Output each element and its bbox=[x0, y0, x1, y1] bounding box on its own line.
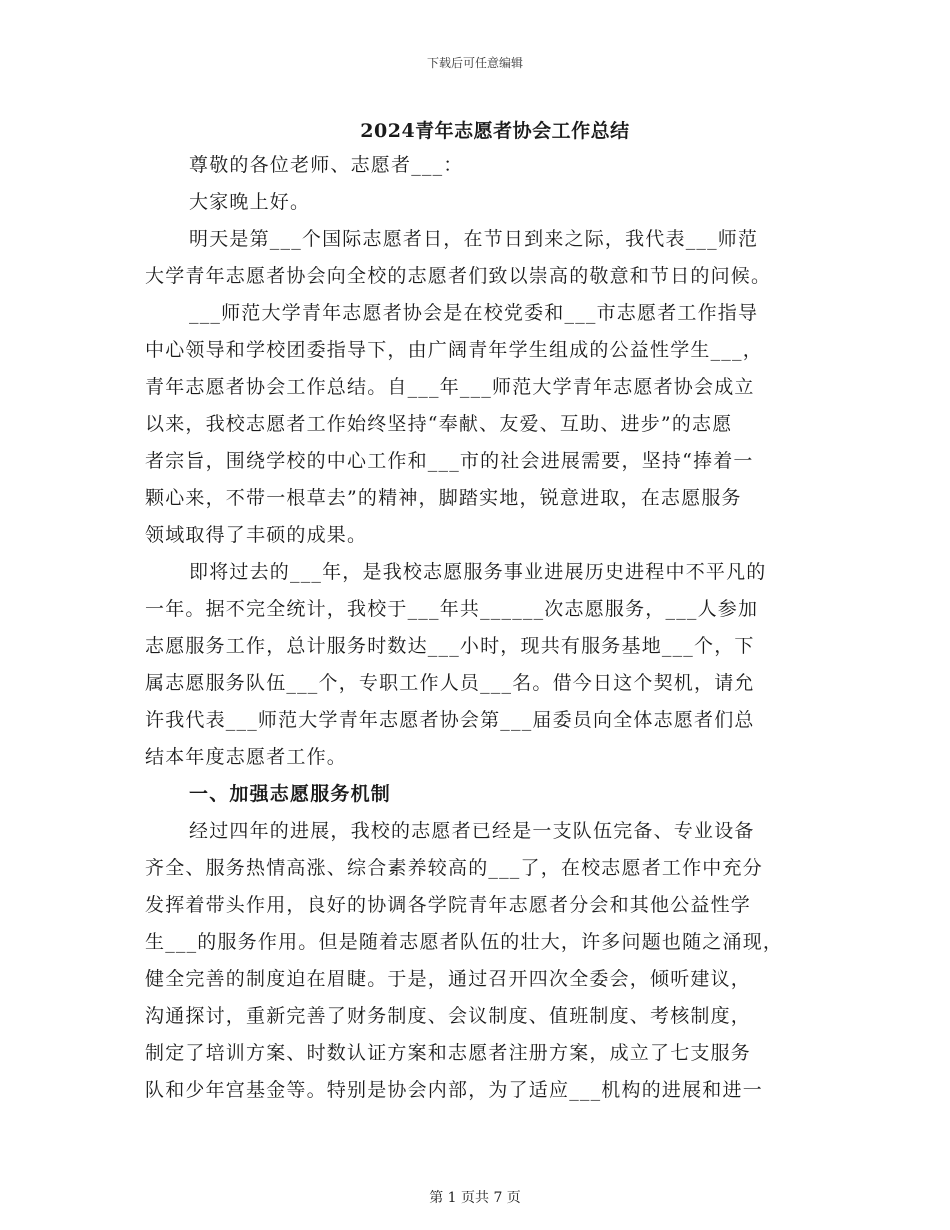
paragraph-line: 沟通探讨，重新完善了财务制度、会议制度、值班制度、考核制度， bbox=[145, 1005, 752, 1027]
paragraph-line: 明天是第___个国际志愿者日，在节日到来之际，我代表___师范 bbox=[189, 228, 759, 250]
paragraph-line: 中心领导和学校团委指导下，由广阔青年学生组成的公益性学生___， bbox=[145, 339, 763, 361]
document-title: 2024青年志愿者协会工作总结 bbox=[360, 120, 630, 142]
paragraph-line: 颗心来，不带一根草去”的精神，脚踏实地，锐意进取，在志愿服务 bbox=[145, 487, 742, 509]
paragraph-line: 齐全、服务热情高涨、综合素养较高的___了，在校志愿者工作中充分 bbox=[145, 857, 763, 879]
paragraph-line: 队和少年宫基金等。特别是协会内部，为了适应___机构的进展和进一 bbox=[145, 1079, 763, 1101]
paragraph-line: ___师范大学青年志愿者协会是在校党委和___市志愿者工作指导 bbox=[189, 302, 759, 324]
paragraph-line: 青年志愿者协会工作总结。自___年___师范大学青年志愿者协会成立 bbox=[145, 376, 755, 398]
paragraph-line: 健全完善的制度迫在眉睫。于是，通过召开四次全委会，倾听建议， bbox=[145, 968, 752, 990]
salutation-line: 尊敬的各位老师、志愿者___： bbox=[189, 154, 464, 176]
section-heading: 一、加强志愿服务机制 bbox=[189, 783, 392, 805]
page-header-note: 下载后可任意编辑 bbox=[426, 56, 523, 70]
paragraph-line: 即将过去的___年，是我校志愿服务事业进展历史进程中不平凡的 bbox=[189, 561, 767, 583]
paragraph-line: 生___的服务作用。但是随着志愿者队伍的壮大，许多问题也随之涌现， bbox=[145, 931, 784, 953]
paragraph-line: 经过四年的进展，我校的志愿者已经是一支队伍完备、专业设备 bbox=[189, 820, 755, 842]
greeting-line: 大家晚上好。 bbox=[189, 191, 311, 213]
paragraph-line: 以来，我校志愿者工作始终坚持“奉献、友爱、互助、进步”的志愿 bbox=[145, 413, 733, 435]
paragraph-line: 者宗旨，围绕学校的中心工作和___市的社会进展需要，坚持“捧着一 bbox=[145, 450, 754, 472]
paragraph-line: 领域取得了丰硕的成果。 bbox=[145, 524, 368, 546]
page-number: 第 1 页共 7 页 bbox=[429, 1190, 521, 1206]
paragraph-line: 一年。据不完全统计，我校于___年共______次志愿服务，___人参加 bbox=[145, 598, 759, 620]
paragraph-line: 大学青年志愿者协会向全校的志愿者们致以崇高的敬意和节日的问候。 bbox=[145, 265, 772, 287]
paragraph-line: 属志愿服务队伍___个，专职工作人员___名。借今日这个契机，请允 bbox=[145, 672, 755, 694]
paragraph-line: 志愿服务工作，总计服务时数达___小时，现共有服务基地___个，下 bbox=[145, 635, 755, 657]
paragraph-line: 制定了培训方案、时数认证方案和志愿者注册方案，成立了七支服务 bbox=[145, 1042, 752, 1064]
document-body bbox=[145, 147, 815, 1109]
paragraph-line: 结本年度志愿者工作。 bbox=[145, 746, 348, 768]
paragraph-line: 发挥着带头作用，良好的协调各学院青年志愿者分会和其他公益性学 bbox=[145, 894, 752, 916]
paragraph-line: 许我代表___师范大学青年志愿者协会第___届委员向全体志愿者们总 bbox=[145, 709, 755, 731]
